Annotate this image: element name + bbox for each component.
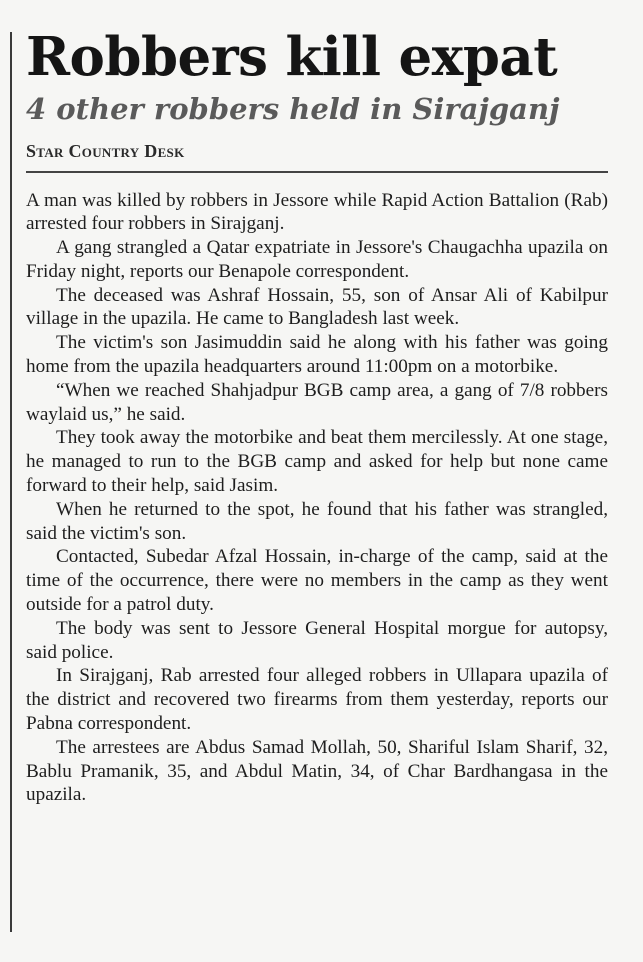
headline: Robbers kill expat xyxy=(26,26,558,88)
paragraph-1: A man was killed by robbers in Jessore while Rapid Action Battalion (Rab) arrested four robbers in Sirajganj. xyxy=(26,189,608,235)
paragraph-3: The deceased was Ashraf Hossain, 55, son of Ansar Ali of Kabilpur village in the upazila. He came to Bangladesh last week. xyxy=(26,284,608,330)
paragraph-11: The arrestees are Abdus Samad Mollah, 50, Shariful Islam Sharif, 32, Bablu Pramanik, 35, and Abdul Matin, 34, of Char Bardhangasa in the upazila. xyxy=(26,736,608,806)
paragraph-9: The body was sent to Jessore General Hospital morgue for autopsy, said police. xyxy=(26,617,608,663)
paragraph-2: A gang strangled a Qatar expatriate in Jessore's Chaugachha upazila on Friday night, reports our Benapole correspondent. xyxy=(26,237,608,282)
paragraph-7: When he returned to the spot, he found that his father was strangled, said the victim's son. xyxy=(26,498,608,544)
column-rule xyxy=(10,32,12,932)
article-body xyxy=(26,189,608,808)
paragraph-10: In Sirajganj, Rab arrested four alleged robbers in Ullapara upazila of the district and recovered two firearms from them yesterday, reports our Pabna correspondent. xyxy=(26,665,608,735)
paragraph-6: They took away the motorbike and beat them mercilessly. At one stage, he managed to run to the BGB camp and asked for help but none came forward to their help, said Jasim. xyxy=(26,427,608,497)
byline-divider xyxy=(26,171,608,173)
article xyxy=(26,22,608,807)
subheadline: 4 other robbers held in Sirajganj xyxy=(26,92,560,126)
paragraph-4: The victim's son Jasimuddin said he along with his father was going home from the upazila headquarters around 11:00pm on a motorbike. xyxy=(26,332,608,378)
paragraph-8: Contacted, Subedar Afzal Hossain, in-charge of the camp, said at the time of the occurrence, there were no members in the camp as they went outside for a patrol duty. xyxy=(26,546,608,616)
byline: Star Country Desk xyxy=(26,141,185,161)
paragraph-5: “When we reached Shahjadpur BGB camp area, a gang of 7/8 robbers waylaid us,” he said. xyxy=(26,379,608,425)
